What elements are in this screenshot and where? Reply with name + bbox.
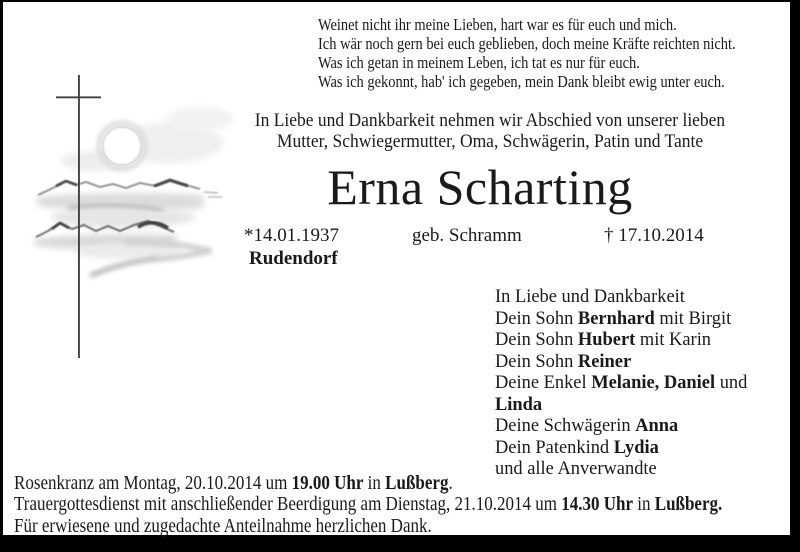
intro-text [232, 110, 747, 152]
mourner-line: Dein Patenkind Lydia [495, 436, 659, 458]
poem-line: Was ich gekonnt, hab' ich gegeben, mein Dank bleibt ewig unter euch. [318, 72, 725, 91]
mourner-line: In Liebe und Dankbarkeit [495, 286, 685, 307]
mourner-line: Dein Sohn Reiner [495, 350, 632, 372]
sun-shape [99, 123, 145, 169]
poem-line: Was ich getan in meinem Leben, ich tat es nur für euch. [318, 53, 640, 72]
mourner-line: und alle Anverwandte [495, 458, 657, 479]
mourner-line: Linda [495, 393, 543, 415]
mourner-line: Dein Sohn Hubert mit Karin [495, 329, 712, 350]
intro-line: In Liebe und Dankbarkeit nehmen wir Abschied von unserer lieben [254, 110, 726, 131]
poem-line: Ich wär noch gern bei euch geblieben, doch meine Kräfte reichten nicht. [318, 34, 736, 53]
funeral-line: Für erwiesene und zugedachte Anteilnahme herzlichen Dank. [14, 514, 432, 537]
funeral-info [14, 473, 722, 537]
death-date: † 17.10.2014 [604, 225, 704, 246]
birth-place: Rudendorf [249, 248, 338, 269]
intro-line: Mutter, Schwiegermutter, Oma, Schwägerin, Patin und Tante [276, 131, 704, 152]
mourner-line: Deine Enkel Melanie, Daniel und [495, 372, 748, 393]
birth-date: *14.01.1937 [244, 225, 339, 246]
mourner-line: Deine Schwägerin Anna [495, 415, 679, 436]
deceased-name: Erna Scharting [327, 159, 633, 215]
mourner-line: Dein Sohn Bernhard mit Birgit [495, 307, 732, 329]
mourners-list [495, 286, 747, 480]
poem-line: Weinet nicht ihr meine Lieben, hart war es für euch und mich. [318, 15, 677, 34]
foreground-path-shape [73, 242, 211, 276]
funeral-line: Rosenkranz am Montag, 20.10.2014 um 19.00 Uhr in Lußberg. [14, 472, 453, 494]
maiden-name: geb. Schramm [412, 225, 522, 246]
poem [318, 15, 736, 91]
funeral-line: Trauergottesdienst mit anschließender Beerdigung am Dienstag, 21.10.2014 um 14.30 Uhr in Lußberg. [14, 493, 723, 516]
